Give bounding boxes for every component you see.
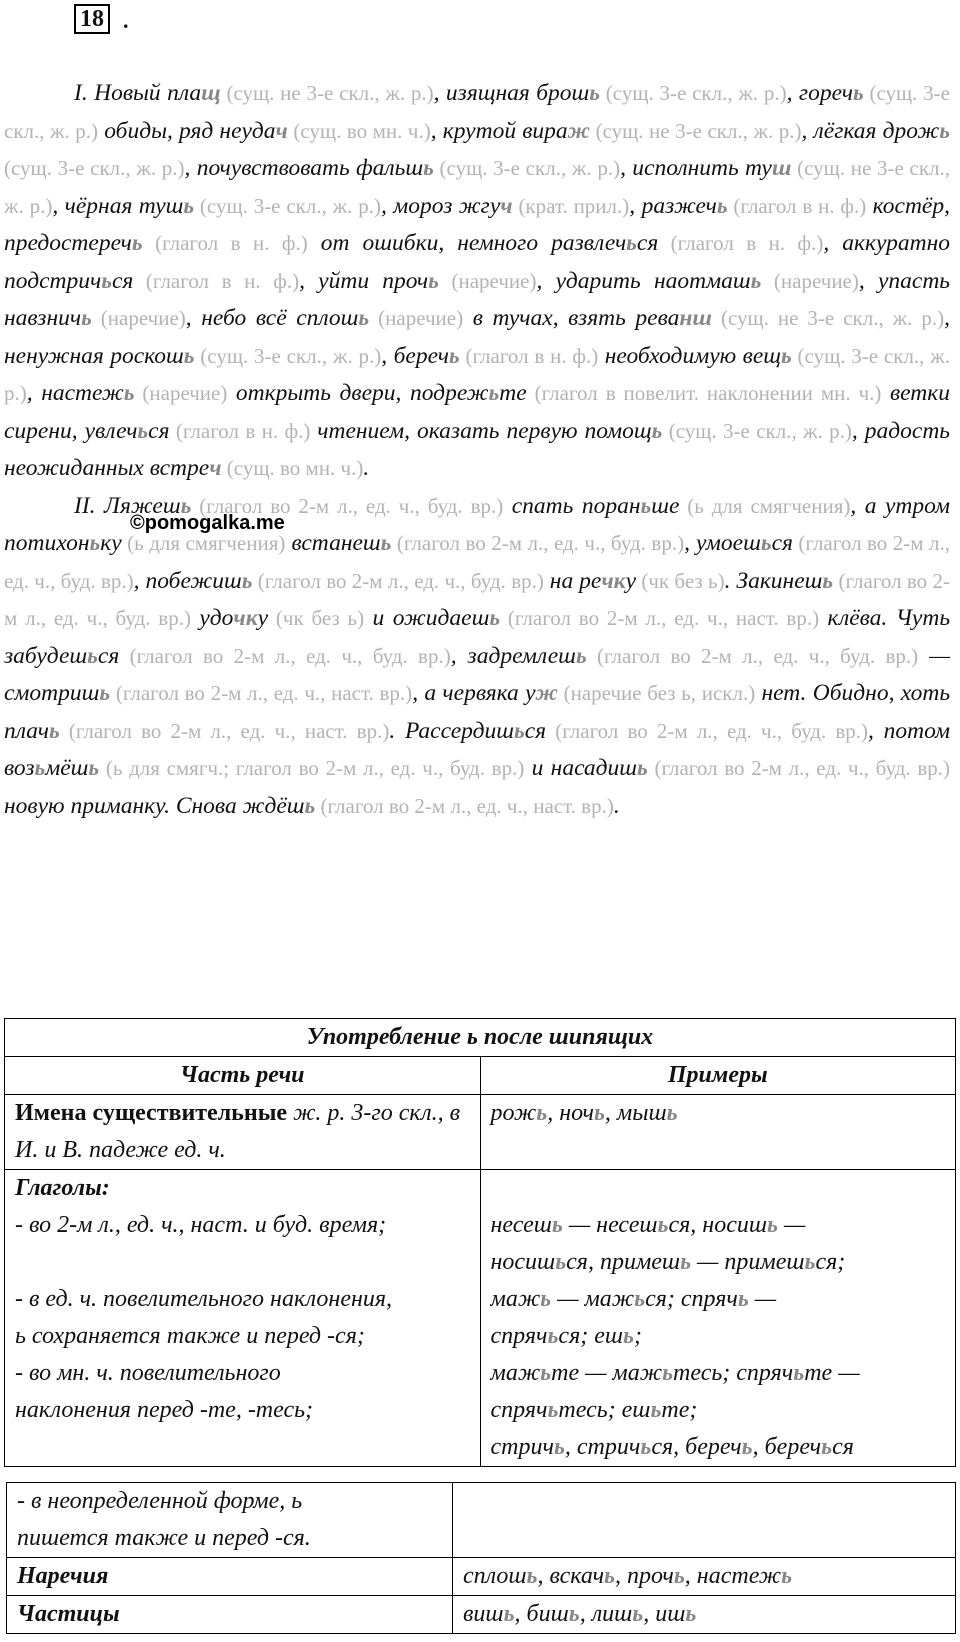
grammar-note: (глагол в повелит. наклонении мн. ч.)	[526, 381, 882, 405]
text-run: .	[363, 455, 370, 481]
text-run: .	[613, 792, 620, 819]
soft-sign-highlight: ь	[593, 1100, 605, 1126]
soft-sign-highlight: ь	[640, 492, 652, 519]
text-run: виш	[463, 1601, 504, 1627]
rule-line: наклонения перед -те, -тесь;	[15, 1397, 314, 1423]
text-run: , аккуратно подстрич	[4, 230, 950, 294]
grammar-note: (наречие)	[91, 306, 186, 330]
grammar-note: (глагол в н. ф.)	[459, 343, 599, 368]
soft-sign-highlight: ь	[34, 755, 46, 781]
soft-sign-highlight: ь	[536, 1100, 548, 1126]
text-run: —	[748, 1286, 777, 1312]
example-line	[491, 1281, 946, 1318]
text-run: , умоеш	[684, 530, 761, 556]
soft-sign-highlight: ь	[657, 1212, 669, 1238]
rule-line: - во 2-м л., ед. ч., наст. и буд. время;	[15, 1212, 387, 1238]
text-run: мёш	[45, 755, 89, 781]
text-run: необходимую вещ	[598, 342, 781, 369]
soft-sign-highlight: ь	[680, 1249, 692, 1275]
grammar-note: (сущ. не 3-е скл., ж. р.)	[220, 81, 434, 105]
rules-table-continued	[6, 1482, 956, 1634]
soft-sign-highlight: ь	[553, 1434, 565, 1460]
text-run: , радость неожиданных встре	[4, 417, 951, 481]
rule-line: - во мн. ч. повелительного	[15, 1360, 281, 1386]
text-run: встанеш	[285, 530, 381, 556]
text-run: , разжеч	[629, 192, 717, 219]
text-run: ся; еш	[558, 1323, 623, 1349]
grammar-note: (наречие)	[438, 268, 537, 293]
text-run: на ре	[543, 567, 602, 594]
soft-sign-highlight: ь	[793, 1360, 805, 1386]
soft-sign-highlight: ь	[358, 305, 370, 331]
text-run: , а червяка у	[412, 680, 536, 706]
text-run: у	[625, 567, 637, 594]
grammar-note: (сущ. во мн. ч.)	[287, 118, 431, 143]
row-infinitive-rule	[7, 1483, 453, 1558]
row-verbs-rule	[5, 1170, 481, 1467]
text-run: ся	[148, 417, 170, 444]
grammar-note: (сущ. 3-е скл., ж. р.)	[194, 193, 381, 218]
text-run: удо	[190, 605, 234, 631]
grammar-note: (глагол в н. ф.)	[133, 268, 300, 293]
verbs-label: Глаголы:	[15, 1175, 110, 1201]
nouns-rule-text: ж. р. 3-го скл., в И. и В. падеже ед. ч.	[15, 1100, 461, 1163]
text-run: . Закинеш	[724, 567, 823, 594]
soft-sign-highlight: ь	[87, 642, 98, 669]
text-run: те;	[661, 1397, 698, 1423]
text-run: ше	[651, 492, 680, 519]
soft-sign-highlight: ь	[551, 1212, 563, 1238]
text-run: клёва. Чуть забудеш	[4, 605, 951, 669]
text-run: ся	[111, 267, 134, 294]
text-run: — маж	[551, 1286, 635, 1312]
soft-sign-highlight: ь	[604, 1563, 615, 1589]
grammar-note: (наречие без ь, искл.)	[557, 681, 756, 705]
soft-sign-highlight: ь	[737, 1286, 749, 1312]
soft-sign-highlight: ж	[567, 117, 591, 144]
text-run: , исполнить ту	[620, 155, 772, 181]
soft-sign-highlight: ь	[48, 717, 60, 744]
text-run: , береч	[381, 342, 449, 369]
text-run: носиш	[490, 1249, 556, 1275]
grammar-note: (глагол во 2-м л., ед. ч., буд. вр.)	[4, 568, 950, 630]
exercise-text	[4, 75, 950, 825]
example-line	[491, 1207, 946, 1244]
soft-sign-highlight: нш	[679, 305, 712, 331]
soft-sign-highlight: ь	[716, 192, 728, 219]
row-verbs-examples	[480, 1170, 956, 1467]
rules-table	[4, 1018, 956, 1467]
text-run: рож	[490, 1100, 537, 1126]
soft-sign-highlight: ь	[637, 755, 648, 781]
text-run: маж	[490, 1360, 541, 1386]
section-1	[4, 75, 950, 488]
grammar-note: (сущ. не 3-е скл., ж. р.)	[590, 118, 802, 143]
text-run: , лёгкая дрож	[801, 117, 940, 144]
grammar-note: (глагол во 2-м л., ед. ч., буд. вр.)	[546, 718, 869, 743]
soft-sign-highlight: ь	[741, 1434, 753, 1460]
grammar-note: (сущ. 3-е скл., ж. р.)	[4, 343, 950, 405]
row-adverbs-rule	[7, 1558, 453, 1596]
grammar-note: (глагол во 2-м л., ед. ч., буд. вр.)	[391, 531, 685, 555]
soft-sign-highlight: ь	[781, 342, 792, 369]
soft-sign-highlight: ь	[81, 305, 92, 331]
exercise-number: 18	[74, 4, 110, 34]
soft-sign-highlight: ь	[137, 417, 149, 444]
soft-sign-highlight: чк	[601, 567, 626, 594]
soft-sign-highlight: ь	[575, 642, 587, 669]
text-run: у	[257, 605, 269, 631]
soft-sign-highlight: ь	[666, 1100, 678, 1126]
soft-sign-highlight: ь	[852, 80, 864, 106]
example-line	[491, 1392, 946, 1429]
soft-sign-highlight: ь	[183, 342, 195, 369]
grammar-note: (наречие)	[369, 306, 464, 330]
text-run: ;	[633, 1323, 642, 1349]
text-run: ся	[524, 717, 547, 744]
soft-sign-highlight: ь	[380, 530, 392, 556]
infinitive-rule-line-1: - в неопределенной форме, ь	[17, 1488, 303, 1514]
text-run: , биш	[514, 1601, 569, 1627]
text-run: . Рассердиш	[389, 717, 514, 744]
adverbs-label: Наречия	[17, 1563, 109, 1589]
text-run: и ожидаеш	[364, 605, 490, 631]
soft-sign-highlight: ч	[209, 455, 222, 481]
grammar-note: (наречие)	[134, 381, 228, 405]
text-run: — смотриш	[4, 642, 950, 706]
text-run: , проч	[615, 1563, 674, 1589]
nouns-label: Имена существительные	[15, 1100, 288, 1126]
grammar-note: (сущ. 3-е скл., ж. р.)	[600, 81, 787, 105]
example-line	[491, 1318, 946, 1355]
grammar-note: (глагол во 2-м л., ед. ч., буд. вр.)	[252, 568, 544, 593]
soft-sign-highlight: ь	[503, 1601, 515, 1627]
text-run: ку	[100, 530, 122, 556]
soft-sign-highlight: ь	[99, 680, 111, 706]
text-run: маж	[490, 1286, 541, 1312]
soft-sign-highlight: ь	[131, 230, 143, 256]
text-run: , побежиш	[133, 567, 242, 594]
soft-sign-highlight: ь	[540, 1286, 552, 1312]
text-run: сплош	[463, 1563, 527, 1589]
grammar-note: (глагол во 2-м л., ед. ч., наст. вр.)	[59, 718, 390, 743]
soft-sign-highlight: ь	[514, 717, 525, 744]
text-run: ся, примеш	[566, 1249, 681, 1275]
text-run: обиды, ряд неуда	[98, 117, 276, 144]
soft-sign-highlight: ш	[771, 155, 792, 181]
text-run: , настеж	[26, 380, 124, 406]
soft-sign-highlight: ь	[650, 1397, 662, 1423]
text-run: , мороз жгу	[380, 192, 501, 219]
grammar-note: (глагол в н. ф.)	[658, 231, 824, 255]
soft-sign-highlight: ь	[589, 80, 601, 106]
text-run: , упасть навзнич	[4, 267, 950, 331]
text-run: , почувствовать фальш	[184, 155, 424, 181]
text-run: , мыш	[604, 1100, 667, 1126]
soft-sign-highlight: ь	[766, 1212, 778, 1238]
soft-sign-highlight: ь	[89, 530, 101, 556]
text-run: ся	[832, 1434, 854, 1460]
soft-sign-highlight: ь	[547, 1397, 559, 1423]
soft-sign-highlight: ч	[275, 117, 288, 144]
infinitive-rule-line-2: пишется также и перед -ся.	[17, 1525, 311, 1551]
grammar-note: (сущ. 3-е скл., ж. р.)	[662, 418, 852, 443]
text-run: — примеш	[691, 1249, 805, 1275]
text-run: ся	[771, 530, 793, 556]
soft-sign-highlight: ь	[540, 1360, 552, 1386]
soft-sign-highlight: ь	[626, 230, 637, 256]
text-run: несеш	[490, 1212, 552, 1238]
text-run: нет. Обидно, хоть плач	[4, 680, 951, 744]
text-run: II. Ляжеш	[74, 492, 181, 519]
text-run: тесь; спряч	[673, 1360, 794, 1386]
soft-sign-highlight: ь	[88, 755, 100, 781]
soft-sign-highlight: ь	[555, 1249, 567, 1275]
soft-sign-highlight: ь	[634, 1286, 646, 1312]
grammar-note: (глагол в н. ф.)	[727, 193, 867, 218]
text-run: , вскач	[537, 1563, 605, 1589]
soft-sign-highlight: ь	[685, 1601, 697, 1627]
grammar-note: (ь для смягчения)	[679, 493, 851, 518]
text-run: , изящная брош	[433, 80, 590, 106]
text-run: ветки сирени, увлеч	[4, 380, 950, 444]
text-run: те	[499, 380, 527, 406]
table-title: Употребление ь после шипящих	[5, 1019, 956, 1057]
text-run: , береч	[752, 1434, 822, 1460]
grammar-note: (глагол во 2-м л., ед. ч., буд. вр.)	[191, 493, 504, 518]
example-line	[491, 1355, 946, 1392]
soft-sign-highlight: ч	[500, 192, 513, 219]
soft-sign-highlight: ь	[673, 1563, 685, 1589]
grammar-note: (глагол в н. ф.)	[169, 418, 311, 443]
text-run: , небо всё сплош	[185, 305, 359, 331]
grammar-note: (глагол во 2-м л., ед. ч., наст. вр.)	[315, 793, 614, 818]
soft-sign-highlight: ь	[760, 530, 772, 556]
soft-sign-highlight: щ	[201, 80, 221, 106]
row-particles-rule	[7, 1596, 453, 1634]
grammar-note: (глагол во 2-м л., ед. ч., наст. вр.)	[500, 606, 820, 630]
soft-sign-highlight: ь	[241, 567, 253, 594]
text-run: —	[777, 1212, 806, 1238]
text-run: те —	[804, 1360, 860, 1386]
example-line	[491, 1429, 946, 1466]
text-run: спать поран	[503, 492, 641, 519]
text-run: ся;	[815, 1249, 846, 1275]
soft-sign-highlight: ь	[651, 417, 663, 444]
soft-sign-highlight: ь	[428, 267, 439, 294]
text-run: новую приманку. Снова ждёш	[4, 792, 305, 819]
soft-sign-highlight: чк	[233, 605, 258, 631]
soft-sign-highlight: ь	[662, 1360, 674, 1386]
soft-sign-highlight: ь	[423, 155, 434, 181]
grammar-note: (сущ. 3-е скл., ж. р.)	[433, 156, 621, 180]
soft-sign-highlight: ь	[781, 1563, 793, 1589]
text-run: , иш	[643, 1601, 686, 1627]
grammar-note: (сущ. во мн. ч.)	[221, 456, 364, 480]
text-run: — несеш	[562, 1212, 658, 1238]
text-run: , уйти проч	[299, 267, 429, 294]
example-line	[491, 1244, 946, 1281]
soft-sign-highlight: ь	[750, 267, 762, 294]
text-run: , настеж	[684, 1563, 782, 1589]
example-line	[491, 1170, 946, 1207]
grammar-note: (сущ. не 3-е скл., ж. р.)	[712, 306, 945, 330]
text-run: , крутой вира	[430, 117, 568, 144]
soft-sign-highlight: ь	[804, 1249, 816, 1275]
text-run: открыть двери, подреж	[227, 380, 489, 406]
rule-line: ь сохраняется также и перед -ся;	[15, 1323, 365, 1349]
text-run: те — маж	[551, 1360, 663, 1386]
rule-line: - в ед. ч. повелительного наклонения,	[15, 1286, 393, 1312]
soft-sign-highlight: ь	[183, 192, 195, 219]
text-run: костёр, предостереч	[4, 192, 950, 256]
text-run: ся, носиш	[668, 1212, 767, 1238]
grammar-note: (глагол в н. ф.)	[142, 231, 308, 255]
grammar-note: (глагол во 2-м л., ед. ч., буд. вр.)	[586, 643, 919, 668]
soft-sign-highlight: ь	[623, 1323, 634, 1349]
soft-sign-highlight: ь	[488, 380, 500, 406]
grammar-note: (сущ. 3-е скл., ж. р.)	[4, 156, 185, 180]
verbs-rule-lines	[15, 1207, 470, 1429]
row-nouns-rule	[5, 1095, 481, 1170]
soft-sign-highlight: ь	[304, 792, 316, 819]
soft-sign-highlight: ь	[526, 1563, 538, 1589]
header-part-of-speech: Часть речи	[5, 1057, 481, 1095]
text-run: в тучах, взять рева	[463, 305, 680, 331]
text-run: стрич	[490, 1434, 554, 1460]
grammar-note: (глагол во 2-м л., ед. ч., буд. вр.)	[647, 756, 950, 780]
row-particles-examples	[453, 1596, 956, 1634]
text-run: , гореч	[786, 80, 853, 106]
text-run: и насадиш	[524, 755, 638, 781]
text-run: , чёрная туш	[52, 192, 184, 219]
text-run: ся	[636, 230, 659, 256]
grammar-note: (крат. прил.)	[512, 193, 630, 218]
text-run: чтением, оказать первую помощ	[310, 417, 652, 444]
soft-sign-highlight: ь	[640, 1434, 652, 1460]
grammar-note: (сущ. не 3-е скл., ж. р.)	[4, 156, 951, 218]
text-run: , стрич	[564, 1434, 641, 1460]
text-run: ся	[97, 642, 120, 669]
soft-sign-highlight: ж	[535, 680, 558, 706]
grammar-note: (ь для смягчения)	[121, 531, 286, 555]
soft-sign-highlight: ь	[101, 267, 112, 294]
particles-label: Частицы	[17, 1601, 120, 1627]
soft-sign-highlight: ь	[939, 117, 950, 144]
grammar-note: (чк без ь)	[636, 568, 725, 593]
text-run: спряч	[490, 1323, 548, 1349]
soft-sign-highlight: ь	[568, 1601, 580, 1627]
row-adverbs-examples	[453, 1558, 956, 1596]
text-run: , потом воз	[4, 717, 951, 781]
text-run: тесь; еш	[558, 1397, 651, 1423]
soft-sign-highlight: ь	[489, 605, 501, 631]
soft-sign-highlight: ь	[180, 492, 192, 519]
grammar-note: (глагол во 2-м л., ед. ч., наст. вр.)	[110, 681, 413, 705]
text-run: , ударить наотмаш	[536, 267, 751, 294]
section-2	[4, 488, 950, 826]
rule-line	[15, 1244, 470, 1281]
text-run: , задремлеш	[450, 642, 576, 669]
grammar-note: (глагол во 2-м л., ед. ч., буд. вр.)	[119, 643, 451, 668]
header-examples: Примеры	[480, 1057, 956, 1095]
text-run: I. Новый пла	[74, 80, 202, 106]
text-run: ся, береч	[651, 1434, 742, 1460]
watermark: ©pomogalka.me	[130, 512, 285, 534]
soft-sign-highlight: ь	[547, 1323, 559, 1349]
text-run: спряч	[490, 1397, 548, 1423]
grammar-note: (глагол во 2-м л., ед. ч., буд. вр.)	[4, 531, 951, 593]
row-nouns-examples	[480, 1095, 956, 1170]
text-run: ся; спряч	[645, 1286, 738, 1312]
text-run: , ноч	[547, 1100, 594, 1126]
grammar-note: (сущ. 3-е скл., ж. р.)	[194, 343, 382, 368]
soft-sign-highlight: ь	[448, 342, 460, 369]
soft-sign-highlight: ь	[632, 1601, 644, 1627]
grammar-note: (ь для смягч.; глагол во 2-м л., ед. ч., буд. вр.)	[99, 756, 525, 780]
text-run: , а утром потихон	[4, 492, 950, 556]
text-run: , лиш	[579, 1601, 633, 1627]
soft-sign-highlight: ь	[123, 380, 135, 406]
text-run: от ошибки, немного развлеч	[307, 230, 627, 256]
soft-sign-highlight: ь	[822, 567, 834, 594]
exercise-number-dot: .	[123, 8, 129, 33]
text-run: , ненужная роскош	[4, 305, 950, 369]
grammar-note: (сущ. 3-е скл., ж. р.)	[4, 81, 950, 143]
grammar-note: (чк без ь)	[268, 606, 365, 630]
grammar-note: (наречие)	[761, 268, 859, 293]
row-infinitive-examples	[453, 1483, 956, 1558]
soft-sign-highlight: ь	[821, 1434, 833, 1460]
